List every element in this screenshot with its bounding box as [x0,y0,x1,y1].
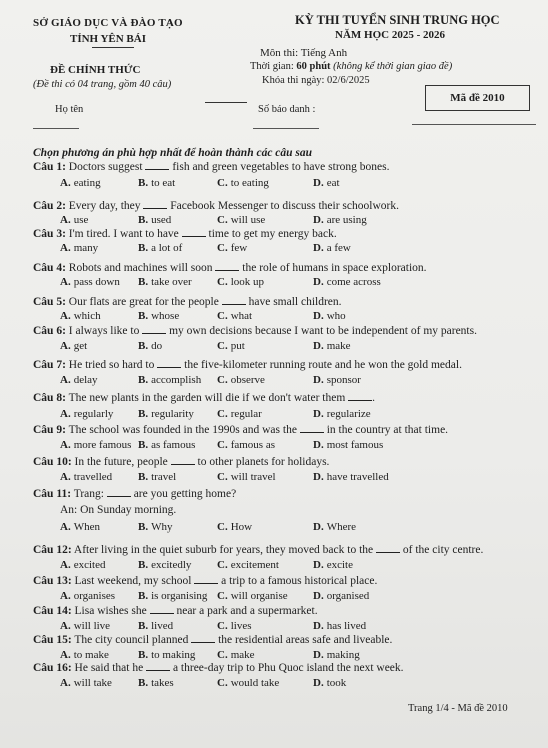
question-text-before: Every day, they [65,200,144,212]
option-text: accomplish [151,374,202,386]
question-text-before: I'm tired. I want to have [65,228,182,240]
option-text: look up [230,276,265,288]
option-letter: C. [217,677,228,689]
option-letter: D. [313,471,324,483]
option-text: How [230,521,253,533]
option-letter: B. [138,677,149,689]
option-letter: D. [313,177,324,189]
option-letter: D. [313,559,324,571]
answer-option [217,242,247,254]
answer-blank [300,423,324,433]
answer-option [217,649,255,661]
question-stem [33,261,427,274]
option-text: is organising [151,590,208,602]
question-stem [33,199,399,212]
answer-option [138,620,173,632]
question-stem [33,227,337,240]
answer-option [60,408,113,420]
option-text: took [326,677,347,689]
option-text: make [230,649,255,661]
answer-blank [146,661,170,671]
option-letter: A. [60,242,71,254]
answer-option [217,471,276,483]
option-letter: B. [138,310,149,322]
answer-option [138,408,194,420]
question-text-before: After living in the quiet suburb for years, they moved back to the [71,544,377,556]
time-line [250,61,452,72]
answer-option [217,439,275,451]
option-letter: A. [60,276,71,288]
school-year: NĂM HỌC 2025 - 2026 [335,29,445,41]
option-letter: A. [60,649,71,661]
answer-option [313,340,351,352]
option-letter: B. [138,649,149,661]
question-text-after: of the city centre. [400,544,484,556]
option-letter: B. [138,590,149,602]
answer-option [217,408,262,420]
option-text: making [326,649,360,661]
option-text: a lot of [151,242,183,254]
answer-option [60,242,98,254]
answer-blank [150,604,174,614]
question-stem [33,455,329,468]
question-text-before: Robots and machines will soon [65,262,216,274]
answer-option [60,559,105,571]
answer-option [313,620,366,632]
option-text: to making [151,649,196,661]
option-letter: C. [217,374,228,386]
option-letter: D. [313,374,324,386]
question-text-before: He tried so hard to [65,359,158,371]
option-letter: C. [217,408,228,420]
question-text-before: The new plants in the garden will die if we don't water them [65,392,349,404]
answer-blank [145,160,169,170]
answer-option [217,521,252,533]
option-letter: C. [217,649,228,661]
option-letter: A. [60,214,71,226]
answer-option [60,620,110,632]
question-stem [33,487,236,500]
time-label: Thời gian: [250,61,297,72]
option-text: will travel [230,471,276,483]
option-text: use [73,214,89,226]
official-label: ĐỀ CHÍNH THỨC [50,64,141,76]
header-rule [412,124,536,125]
option-text: Where [326,521,357,533]
option-text: whose [151,310,180,322]
option-text: lived [151,620,174,632]
option-letter: C. [217,521,228,533]
question-number: Câu 7: [33,359,66,371]
answer-option [60,276,120,288]
option-text: travelled [73,471,113,483]
option-letter: B. [138,521,149,533]
option-letter: B. [138,214,149,226]
option-letter: B. [138,340,149,352]
option-text: famous as [230,439,275,451]
question-text-before: He said that he [71,662,147,674]
option-text: a few [326,242,351,254]
option-text: few [230,242,248,254]
option-text: organised [326,590,370,602]
option-text: will use [230,214,266,226]
option-text: do [151,340,163,352]
answer-option [60,310,101,322]
option-text: eat [326,177,340,189]
option-text: what [230,310,253,322]
answer-option [313,590,369,602]
answer-option [138,177,175,189]
question-number: Câu 5: [33,296,66,308]
option-text: delay [73,374,98,386]
option-letter: C. [217,620,228,632]
answer-option [60,439,131,451]
option-letter: D. [313,408,324,420]
option-text: as famous [151,439,196,451]
answer-blank [222,295,246,305]
option-letter: D. [313,340,324,352]
option-text: are using [326,214,367,226]
answer-option [313,559,353,571]
option-letter: D. [313,276,324,288]
answer-option [138,276,192,288]
question-number: Câu 11: [33,488,72,500]
subject-line: Môn thi: Tiếng Anh [260,47,348,59]
question-text-after: my own decisions because I want to be independent of my parents. [166,325,477,337]
option-text: eating [73,177,101,189]
option-letter: D. [313,310,324,322]
answer-option [217,177,269,189]
option-letter: D. [313,620,324,632]
time-value: 60 phút [296,61,331,72]
question-text-before: I always like to [65,325,143,337]
header-underline-right [205,102,247,103]
option-letter: B. [138,276,149,288]
option-text: will live [73,620,111,632]
option-text: excited [73,559,106,571]
option-letter: C. [217,559,228,571]
answer-blank [215,261,239,271]
option-text: put [230,340,245,352]
option-text: sponsor [326,374,361,386]
option-text: will take [73,677,112,689]
answer-option [313,521,356,533]
answer-blank [348,391,372,401]
page-footer: Trang 1/4 - Mã đề 2010 [408,703,508,714]
option-letter: A. [60,408,71,420]
instruction: Chọn phương án phù hợp nhất để hoàn thành các câu sau [33,147,313,159]
option-text: get [73,340,88,352]
question-stem [33,391,375,404]
option-text: organises [73,590,116,602]
question-stem [33,633,392,646]
answer-option [60,471,112,483]
question-text-after: the residential areas safe and liveable. [215,634,393,646]
question-number: Câu 9: [33,424,66,436]
question-text-after: a trip to a famous historical place. [218,575,378,587]
option-letter: A. [60,471,71,483]
header-underline-left [92,47,134,48]
option-text: to eating [230,177,269,189]
question-number: Câu 15: [33,634,72,646]
department-line1: SỞ GIÁO DỤC VÀ ĐÀO TẠO [33,17,183,29]
answer-option [217,340,245,352]
question-text-before: Doctors suggest [65,161,146,173]
answer-option [60,649,109,661]
department-line2: TỈNH YÊN BÁI [70,33,146,45]
question-number: Câu 2: [33,200,66,212]
exam-title: KỲ THI TUYỂN SINH TRUNG HỌC [295,13,500,27]
option-letter: C. [217,590,228,602]
answer-option [138,242,182,254]
option-letter: D. [313,649,324,661]
option-letter: B. [138,620,149,632]
option-text: most famous [326,439,384,451]
candidate-number-blank-line [253,128,319,129]
question-text-after: to other planets for holidays. [194,456,330,468]
answer-blank [182,227,206,237]
option-text: Why [151,521,173,533]
question-stem [33,661,404,674]
option-text: more famous [73,439,132,451]
option-letter: D. [313,590,324,602]
exam-code-box: Mã đề 2010 [425,85,530,111]
option-letter: B. [138,471,149,483]
question-stem [33,574,377,587]
question-number: Câu 6: [33,325,66,337]
option-letter: B. [138,177,149,189]
option-text: excitedly [151,559,192,571]
candidate-number-label: Số báo danh : [258,104,316,115]
option-letter: D. [313,439,324,451]
option-letter: A. [60,620,71,632]
option-letter: D. [313,242,324,254]
answer-option [313,374,361,386]
answer-option [138,374,201,386]
option-text: have travelled [326,471,389,483]
time-note: (không kể thời gian giao đề) [330,61,453,72]
answer-option [313,177,340,189]
option-letter: C. [217,276,228,288]
name-blank-line [33,128,79,129]
option-letter: B. [138,559,149,571]
option-text: make [326,340,351,352]
option-text: When [73,521,100,533]
question-text-before: In the future, people [71,456,171,468]
option-text: would take [230,677,280,689]
question-text-after: are you getting home? [130,488,237,500]
option-letter: C. [217,177,228,189]
answer-blank [107,487,131,497]
answer-blank [191,633,215,643]
question-stem [33,295,342,308]
answer-option [138,471,176,483]
question-text-after: the five-kilometer running route and he won the gold medal. [181,359,462,371]
option-text: takes [151,677,174,689]
answer-blank [376,543,400,553]
option-text: used [151,214,172,226]
option-letter: B. [138,408,149,420]
answer-blank [142,324,166,334]
question-number: Câu 14: [33,605,72,617]
option-text: to make [73,649,109,661]
option-letter: A. [60,340,71,352]
answer-option [138,521,172,533]
answer-option [217,620,251,632]
option-letter: C. [217,439,228,451]
question-text-before: Last weekend, my school [71,575,195,587]
option-text: many [73,242,99,254]
option-text: pass down [73,276,120,288]
option-text: lives [230,620,252,632]
answer-option [60,177,101,189]
option-letter: A. [60,374,71,386]
question-dialogue-line: An: On Sunday morning. [60,504,177,516]
option-letter: A. [60,677,71,689]
answer-option [138,649,195,661]
option-letter: D. [313,677,324,689]
option-text: regularly [73,408,114,420]
question-stem [33,604,318,617]
option-letter: D. [313,214,324,226]
answer-option [138,439,195,451]
option-letter: A. [60,590,71,602]
question-stem [33,160,390,173]
answer-option [138,677,174,689]
answer-option [217,677,279,689]
question-number: Câu 10: [33,456,72,468]
option-text: excitement [230,559,279,571]
option-letter: C. [217,214,228,226]
answer-option [313,677,346,689]
pages-note: (Đề thi có 04 trang, gồm 40 câu) [33,79,172,90]
question-text-after: fish and green vegetables to have strong bones. [169,161,390,173]
option-letter: C. [217,340,228,352]
option-text: excite [326,559,353,571]
question-number: Câu 16: [33,662,72,674]
option-text: regularize [326,408,371,420]
answer-option [60,521,100,533]
option-text: has lived [326,620,367,632]
answer-blank [157,358,181,368]
option-letter: C. [217,471,228,483]
option-letter: B. [138,242,149,254]
question-text-after: in the country at that time. [323,424,449,436]
question-stem [33,324,477,337]
answer-option [60,677,112,689]
question-number: Câu 13: [33,575,72,587]
question-stem [33,423,448,436]
answer-option [60,340,87,352]
question-text-after: time to get my energy back. [205,228,337,240]
answer-option [313,439,383,451]
question-number: Câu 3: [33,228,66,240]
option-text: which [73,310,101,322]
question-number: Câu 8: [33,392,66,404]
question-text-before: The city council planned [71,634,192,646]
question-number: Câu 12: [33,544,72,556]
question-stem [33,358,462,371]
name-label: Họ tên [55,104,84,115]
answer-option [313,408,371,420]
option-letter: D. [313,521,324,533]
question-text-after: Facebook Messenger to discuss their schoolwork. [167,200,399,212]
answer-option [217,310,252,322]
answer-option [313,276,381,288]
answer-option [138,590,207,602]
question-text-after: near a park and a supermarket. [173,605,318,617]
answer-blank [171,455,195,465]
question-text-after: . [372,392,376,404]
option-letter: A. [60,559,71,571]
answer-blank [194,574,218,584]
question-text-before: Lisa wishes she [71,605,150,617]
option-text: will organise [230,590,288,602]
option-text: who [326,310,346,322]
answer-option [138,340,162,352]
option-letter: C. [217,310,228,322]
question-number: Câu 1: [33,161,66,173]
answer-option [138,214,171,226]
option-text: travel [151,471,177,483]
answer-option [138,559,191,571]
question-text-after: a three-day trip to Phu Quoc island the next week. [170,662,404,674]
option-text: come across [326,276,381,288]
answer-option [313,471,389,483]
option-text: take over [151,276,192,288]
option-letter: B. [138,439,149,451]
answer-option [217,214,265,226]
exam-date: Khóa thi ngày: 02/6/2025 [262,75,370,86]
question-text-after: the role of humans in space exploration. [239,262,427,274]
option-text: observe [230,374,265,386]
answer-option [138,310,179,322]
question-text-before: Our flats are great for the people [65,296,222,308]
answer-option [313,242,351,254]
option-letter: C. [217,242,228,254]
answer-option [60,374,98,386]
option-letter: A. [60,177,71,189]
option-text: regularity [151,408,194,420]
answer-option [60,590,115,602]
option-letter: A. [60,521,71,533]
answer-option [60,214,88,226]
answer-option [313,214,367,226]
question-stem [33,543,483,556]
question-text-before: Trang: [71,488,107,500]
question-text-before: The school was founded in the 1990s and was the [65,424,300,436]
answer-option [217,590,288,602]
option-text: to eat [151,177,176,189]
option-letter: A. [60,310,71,322]
option-letter: A. [60,439,71,451]
answer-option [217,276,264,288]
option-letter: B. [138,374,149,386]
answer-option [217,374,265,386]
answer-option [313,310,346,322]
answer-option [217,559,279,571]
question-text-after: have small children. [245,296,342,308]
answer-blank [143,199,167,209]
answer-option [313,649,360,661]
option-text: regular [230,408,262,420]
question-number: Câu 4: [33,262,66,274]
